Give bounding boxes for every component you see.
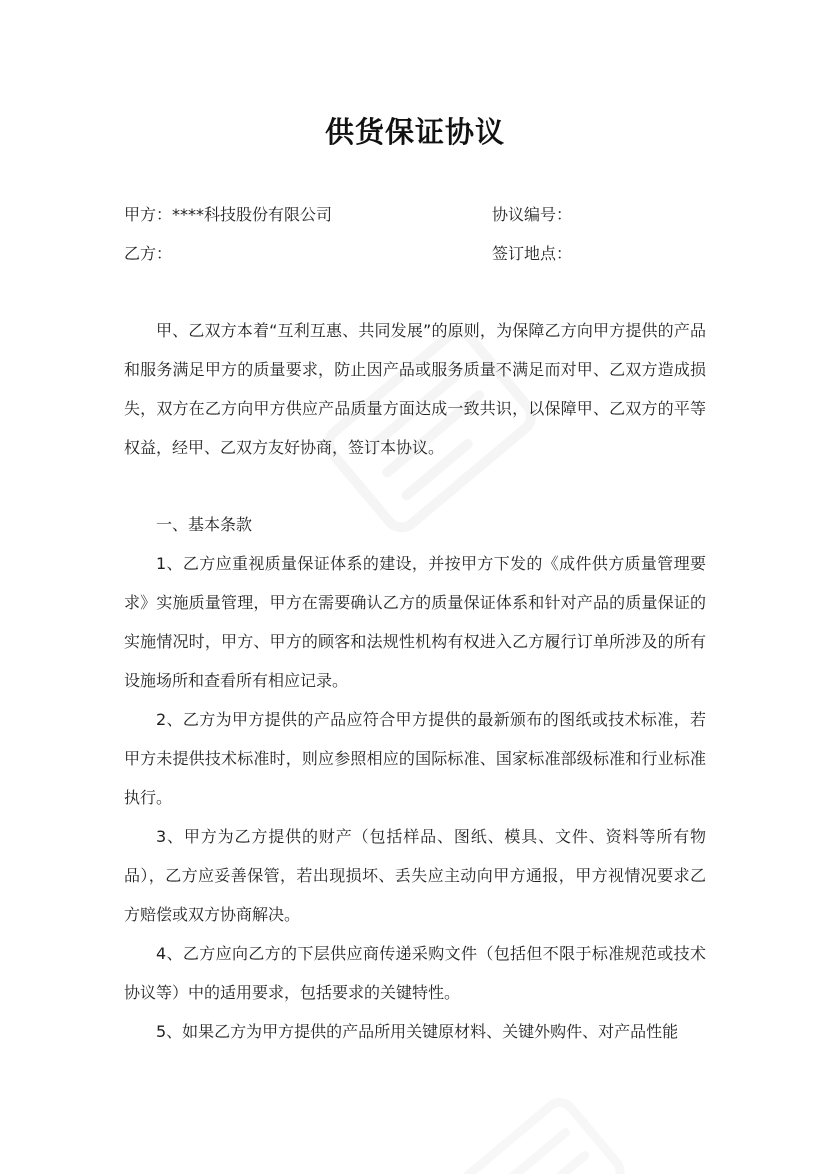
party-a-line: 甲方：****科技股份有限公司 bbox=[124, 205, 333, 224]
agreement-number-label: 协议编号： bbox=[492, 205, 573, 224]
clause-paragraph: 3、甲方为乙方提供的财产（包括样品、图纸、模具、文件、资料等所有物品），乙方应妥善保管，若出现损坏、丢失应主动向甲方通报，甲方视情况要求乙方赔偿或双方协商解决。 bbox=[124, 827, 706, 924]
sign-place-label: 签订地点： bbox=[492, 244, 573, 263]
document-title: 供货保证协议 bbox=[324, 115, 505, 149]
document-body bbox=[124, 311, 706, 1051]
party-b-line: 乙方： bbox=[124, 244, 173, 263]
clause-paragraph: 2、乙方为甲方提供的产品应符合甲方提供的最新颁布的图纸或技术标准，若甲方未提供技术标准时，则应参照相应的国际标准、国家标准部级标准和行业标准执行。 bbox=[124, 710, 706, 807]
clause-paragraph: 5、如果乙方为甲方提供的产品所用关键原材料、关键外购件、对产品性能 bbox=[156, 1022, 679, 1041]
watermark-logo-bottom bbox=[440, 1080, 640, 1174]
intro-paragraph: 甲、乙双方本着“互利互惠、共同发展”的原则，为保障乙方向甲方提供的产品和服务满足甲方的质量要求，防止因产品或服务质量不满足而对甲、乙双方造成损失，双方在乙方向甲方供应产品质量方面达成一致共识，以保障甲、乙双方的平等权益，经甲、乙双方友好协商，签订本协议。 bbox=[124, 321, 706, 457]
paragraph-gap bbox=[124, 467, 706, 505]
section-heading: 一、基本条款 bbox=[156, 515, 253, 534]
clause-paragraph: 4、乙方应向乙方的下层供应商传递采购文件（包括但不限于标准规范或技术协议等）中的适用要求，包括要求的关键特性。 bbox=[124, 944, 706, 1002]
clause-paragraph: 1、乙方应重视质量保证体系的建设，并按甲方下发的《成件供方质量管理要求》实施质量管理，甲方在需要确认乙方的质量保证体系和针对产品的质量保证的实施情况时，甲方、甲方的顾客和法规性机构有权进入乙方履行订单所涉及的所有设施场所和查看所有相应记录。 bbox=[124, 554, 706, 690]
